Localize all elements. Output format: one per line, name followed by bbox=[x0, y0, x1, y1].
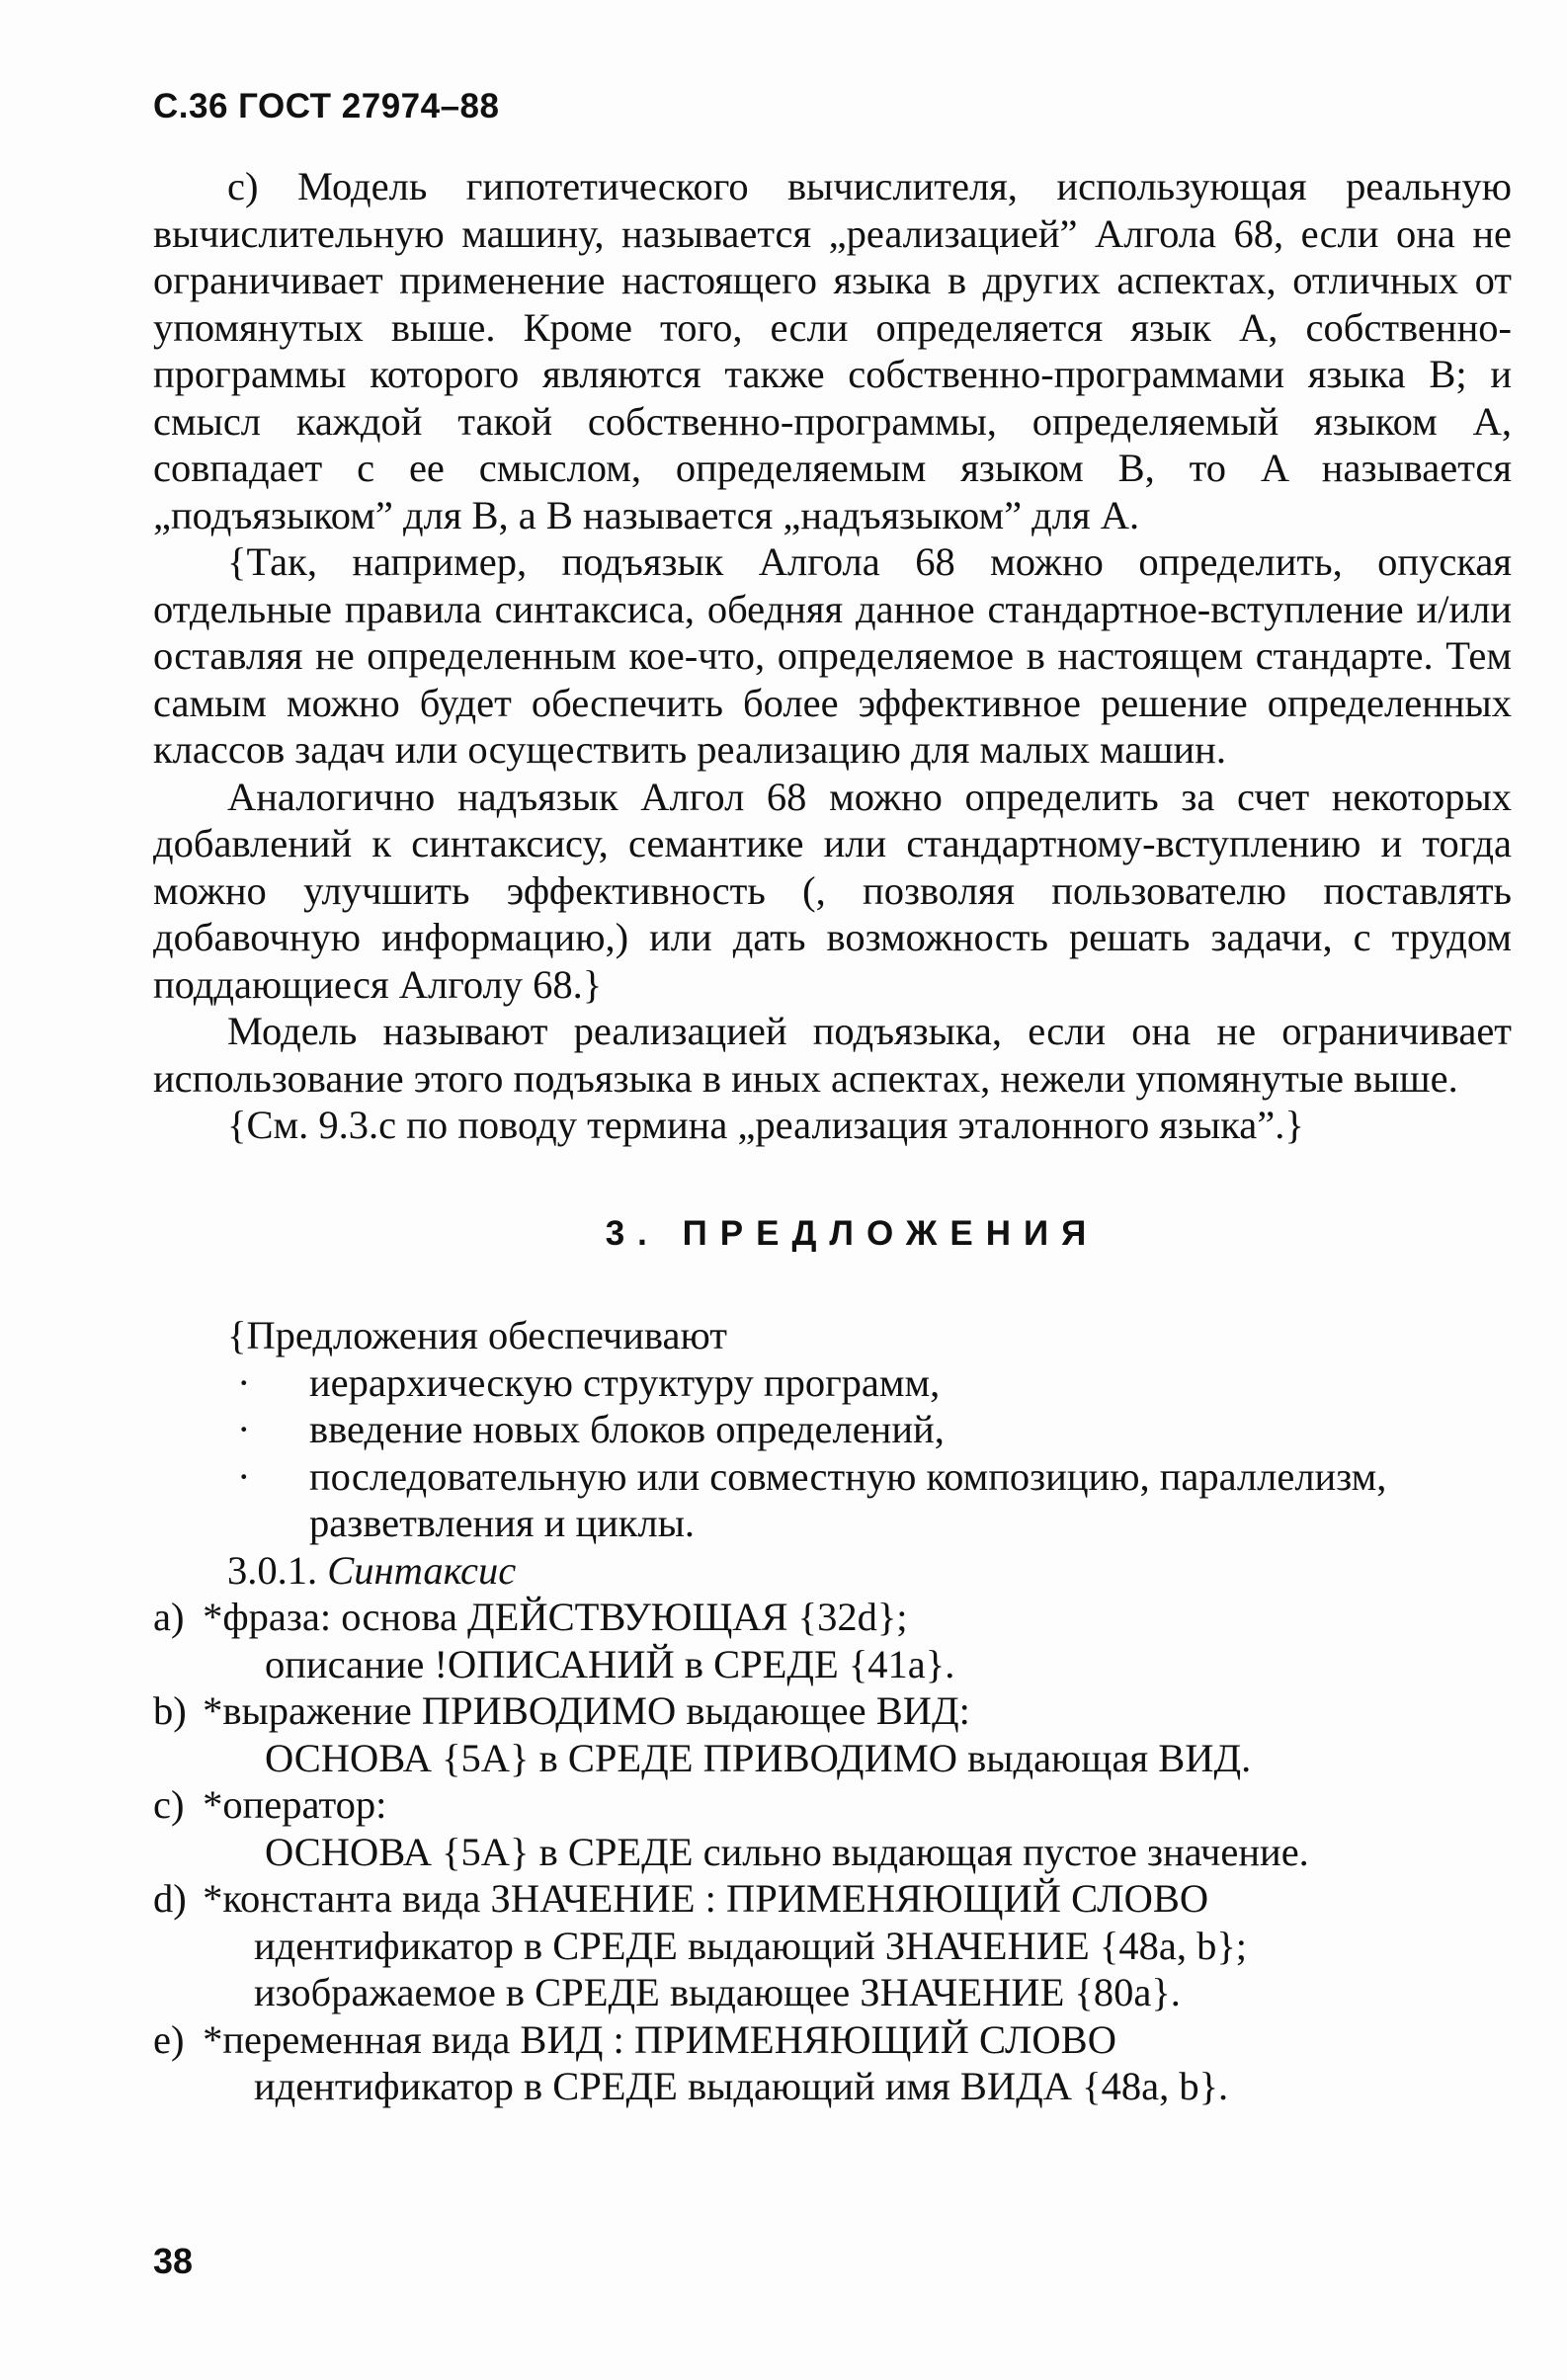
list-item: · иерархическую структуру программ, bbox=[237, 1359, 941, 1405]
bullet-icon: · bbox=[237, 1359, 251, 1405]
syntax-rule-c: c) *оператор: bbox=[153, 1782, 387, 1827]
section-intro: {Предложения обеспечивают bbox=[227, 1313, 727, 1357]
syntax-rule-e-cont: идентификатор в СРЕДЕ выдающий имя ВИДА {48a, b}. bbox=[254, 2064, 1229, 2108]
syntax-rule-d: d) *константа вида ЗНАЧЕНИЕ : ПРИМЕНЯЮЩИЙ СЛОВО bbox=[153, 1876, 1209, 1921]
syntax-rule-e: e) *переменная вида ВИД : ПРИМЕНЯЮЩИЙ СЛОВО bbox=[153, 2016, 1116, 2062]
syntax-rules bbox=[153, 1594, 1512, 2110]
bullet-list bbox=[153, 1359, 1512, 1547]
paragraph-see-reference: {См. 9.3.c по поводу термина „реализация эталонного языка”.} bbox=[227, 1103, 1304, 1147]
paragraph-implementation: c) Модель гипотетического вычислителя, использующая реальную вычислительную машину, называется „реализацией” Алгола 68, если она не ограничивает применение настоящего языка в других аспектах, отличных от упомянутых выше. Кроме того, если определяется язык A, собственно-программы которого являются также собственно-программами языка B; и смысл каждой такой собственно-программы, определяемый языком A, совпадает с ее смыслом, определяемым языком B, то A называется „подъязыком” для B, а B называется „надъязыком” для A. bbox=[153, 164, 1512, 537]
syntax-rule-b-cont: ОСНОВА {5A} в СРЕДЕ ПРИВОДИМО выдающая ВИД. bbox=[265, 1735, 1252, 1780]
paragraph-sublanguage-model: Модель называют реализацией подъязыка, если она не ограничивает использование этого подъязыка в иных аспектах, нежели упомянутые выше. bbox=[153, 1009, 1512, 1101]
list-item: · введение новых блоков определений, bbox=[237, 1407, 945, 1451]
page-number: 38 bbox=[153, 2241, 194, 2281]
syntax-rule-a: a) *фраза: основа ДЕЙСТВУЮЩАЯ {32d}; bbox=[153, 1595, 908, 1639]
subsection-heading: 3.0.1. Синтаксис bbox=[227, 1547, 517, 1593]
bullet-icon: · bbox=[237, 1407, 251, 1451]
list-item: · последовательную или совместную композицию, параллелизм, разветвления и циклы. bbox=[237, 1453, 1387, 1545]
syntax-rule-b: b) *выражение ПРИВОДИМО выдающее ВИД: bbox=[153, 1688, 970, 1733]
bullet-icon: · bbox=[237, 1453, 251, 1499]
paragraph-example: {Так, например, подъязык Алгола 68 можно определить, опуская отдельные правила синтаксиса, обедняя данное стандартное-вступление и/или оставляя не определенным кое-что, определяемое в настоящем стандарте. Тем самым можно будет обеспечить более эффективное решение определенных классов задач или осуществить реализацию для малых машин. bbox=[153, 539, 1512, 772]
syntax-rule-d-cont: идентификатор в СРЕДЕ выдающий ЗНАЧЕНИЕ {48a, b}; bbox=[254, 1923, 1248, 1968]
page-header: С.36 ГОСТ 27974–88 bbox=[153, 87, 500, 125]
body-text bbox=[153, 163, 1512, 2110]
syntax-rule-c-cont: ОСНОВА {5A} в СРЕДЕ сильно выдающая пустое значение. bbox=[265, 1829, 1309, 1874]
syntax-rule-d-cont: изображаемое в СРЕДЕ выдающее ЗНАЧЕНИЕ {80a}. bbox=[254, 1970, 1181, 2014]
section-title: 3. ПРЕДЛОЖЕНИЯ bbox=[605, 1213, 1100, 1253]
syntax-rule-a-cont: описание !ОПИСАНИЙ в СРЕДЕ {41a}. bbox=[265, 1641, 955, 1686]
paragraph-superlanguage: Аналогично надъязык Алгол 68 можно определить за счет некоторых добавлений к синтаксису, семантике или стандартному-вступлению и тогда можно улучшить эффективность (, позволяя пользователю поставлять добавочную информацию,) или дать возможность решать задачи, с трудом поддающиеся Алголу 68.} bbox=[153, 774, 1512, 1007]
